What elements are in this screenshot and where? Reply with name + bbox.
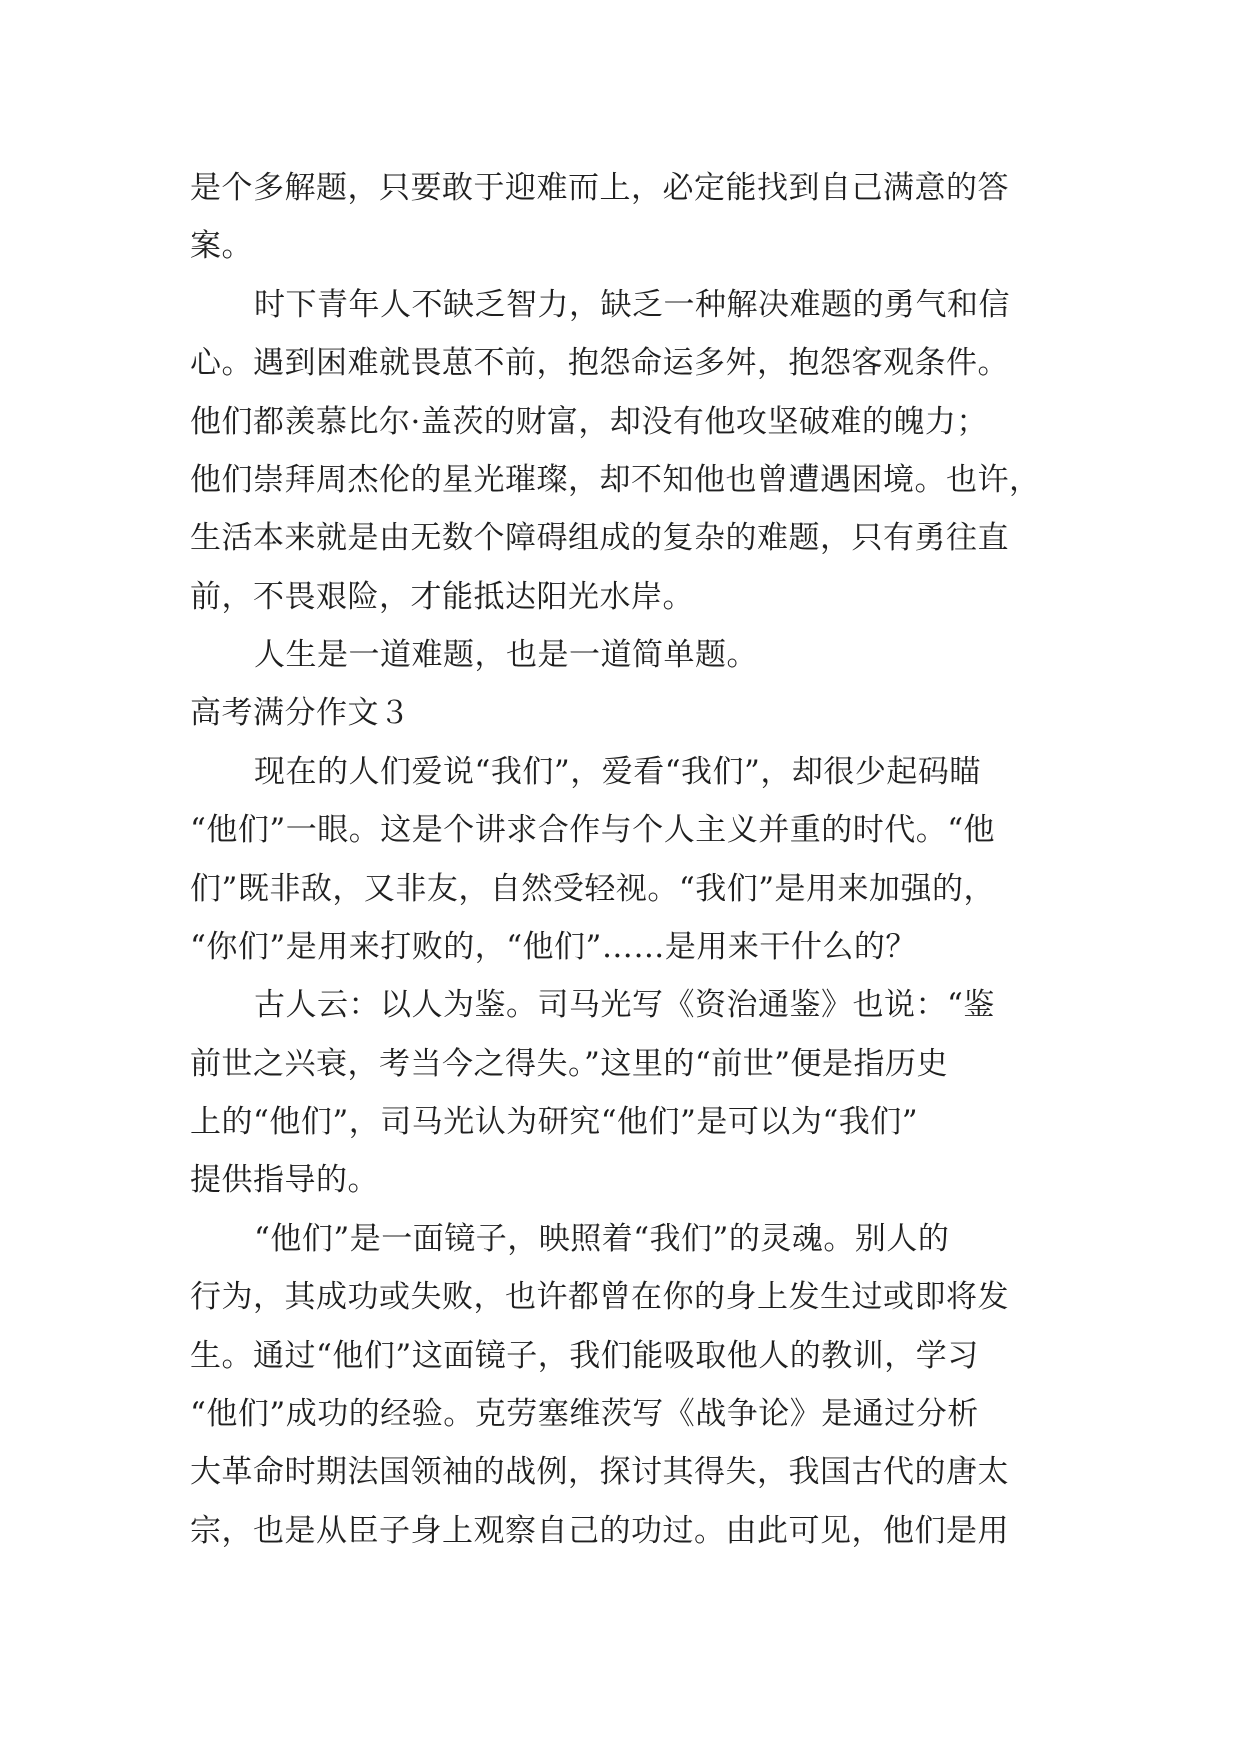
text-line-2: 案。	[190, 228, 253, 264]
text-line-14: “你们”是用来打败的，“他们”……是用来干什么的？	[190, 929, 917, 965]
text-line-24: 宗，也是从臣子身上观察自己的功过。由此可见，他们是用	[190, 1513, 1009, 1549]
text-line-21: 生。通过“他们”这面镜子，我们能吸取他人的教训，学习	[190, 1338, 979, 1374]
text-line-20: 行为，其成功或失败，也许都曾在你的身上发生过或即将发	[190, 1279, 1009, 1315]
paragraph-start-line: 时下青年人不缺乏智力，缺乏一种解决难题的勇气和信	[254, 287, 1010, 323]
text-line-16: 前世之兴衰，考当今之得失。”这里的“前世”便是指历史	[190, 1046, 949, 1082]
text-line-1: 是个多解题，只要敢于迎难而上，必定能找到自己满意的答	[190, 170, 1009, 206]
text-line-6: 他们崇拜周杰伦的星光璀璨，却不知他也曾遭遇困境。也许，	[190, 462, 1041, 498]
paragraph-start-line: 现在的人们爱说“我们”，爱看“我们”，却很少起码瞄	[254, 754, 981, 790]
text-line-22: “他们”成功的经验。克劳塞维茨写《战争论》是通过分析	[190, 1396, 979, 1432]
text-line-18: 提供指导的。	[190, 1162, 379, 1198]
paragraph-start-line: 古人云：以人为鉴。司马光写《资治通鉴》也说：“鉴	[254, 987, 995, 1023]
paragraph-start-line: “他们”是一面镜子，映照着“我们”的灵魂。别人的	[254, 1221, 950, 1257]
paragraph-start-line: 人生是一道难题，也是一道简单题。	[254, 637, 758, 673]
text-line-8: 前，不畏艰险，才能抵达阳光水岸。	[190, 579, 694, 615]
text-line-23: 大革命时期法国领袖的战例，探讨其得失，我国古代的唐太	[190, 1454, 1009, 1490]
text-line-4: 心。遇到困难就畏葸不前，抱怨命运多舛，抱怨客观条件。	[190, 345, 1009, 381]
text-line-13: 们”既非敌，又非友，自然受轻视。“我们”是用来加强的，	[190, 871, 996, 907]
section-heading: 高考满分作文３	[190, 695, 411, 731]
text-line-7: 生活本来就是由无数个障碍组成的复杂的难题，只有勇往直	[190, 520, 1009, 556]
text-line-17: 上的“他们”，司马光认为研究“他们”是可以为“我们”	[190, 1104, 919, 1140]
text-line-12: “他们”一眼。这是个讲求合作与个人主义并重的时代。“他	[190, 812, 996, 848]
text-line-5: 他们都羡慕比尔·盖茨的财富，却没有他攻坚破难的魄力；	[190, 404, 988, 440]
